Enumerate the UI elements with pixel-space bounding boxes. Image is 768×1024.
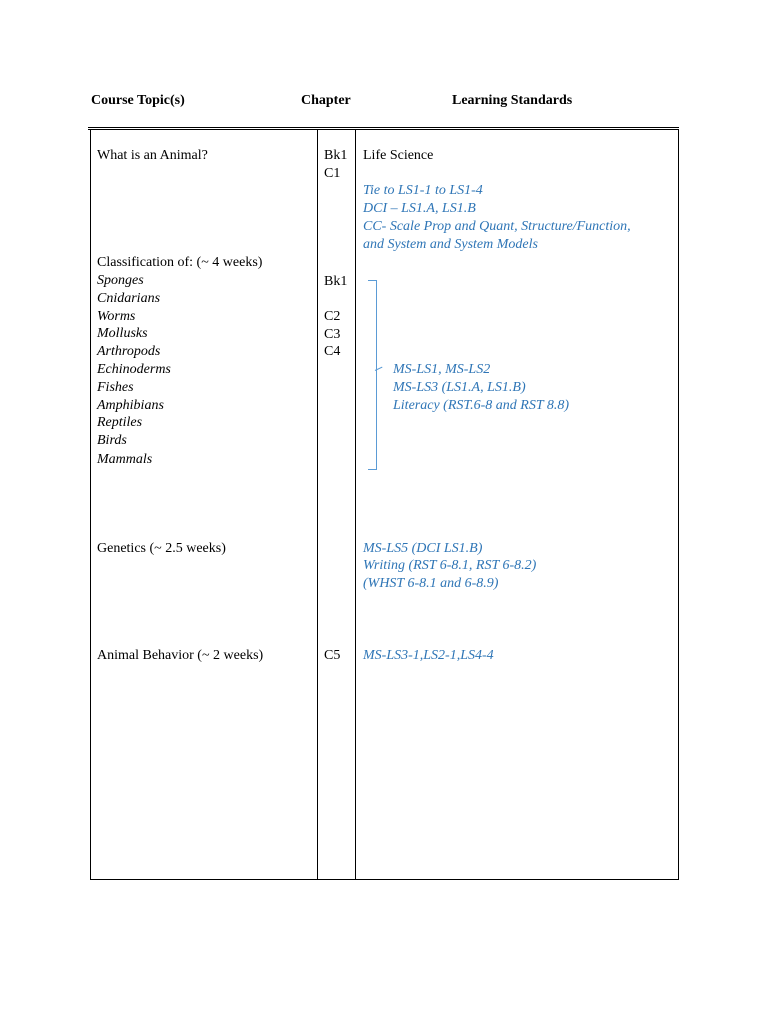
group-item: Amphibians [97, 398, 164, 413]
chapter-bk1-classification: Bk1 [324, 274, 348, 289]
chapter-c1: C1 [324, 166, 341, 181]
header-course-topics: Course Topic(s) [91, 93, 185, 108]
chapter-bk1: Bk1 [324, 148, 348, 163]
header-chapter: Chapter [301, 93, 351, 108]
standard-line: Literacy (RST.6-8 and RST 8.8) [393, 398, 570, 413]
group-item: Cnidarians [97, 291, 161, 306]
standard-line: MS-LS1, MS-LS2 [393, 362, 491, 377]
standard-line: and System and System Models [363, 237, 538, 252]
group-item: Reptiles [97, 415, 143, 430]
chapter-c4: C4 [324, 344, 341, 359]
topic-what-is-animal: What is an Animal? [97, 148, 208, 163]
group-item: Mammals [97, 452, 153, 467]
table-top-rule-inner [88, 129, 679, 130]
bracket-icon [368, 280, 377, 470]
standard-line: (WHST 6-8.1 and 6-8.9) [363, 576, 499, 591]
standard-line: CC- Scale Prop and Quant, Structure/Function, [363, 219, 631, 234]
topic-animal-behavior: Animal Behavior (~ 2 weeks) [97, 648, 264, 663]
standard-line: Tie to LS1-1 to LS1-4 [363, 183, 483, 198]
header-learning-standards: Learning Standards [452, 93, 573, 108]
group-item: Birds [97, 433, 127, 448]
table-top-rule [88, 127, 679, 128]
table-right-border [678, 130, 679, 880]
chapter-c2: C2 [324, 309, 341, 324]
standard-line: DCI – LS1.A, LS1.B [363, 201, 476, 216]
group-item: Worms [97, 309, 136, 324]
table-divider-2 [355, 130, 356, 880]
group-item: Sponges [97, 273, 144, 288]
chapter-c5: C5 [324, 648, 341, 663]
group-item: Echinoderms [97, 362, 171, 377]
standard-line: MS-LS3-1,LS2-1,LS4-4 [363, 648, 494, 663]
group-item: Arthropods [97, 344, 161, 359]
table-bottom-border [90, 879, 679, 880]
standard-line: MS-LS5 (DCI LS1.B) [363, 541, 483, 556]
table-divider-1 [317, 130, 318, 880]
group-item: Fishes [97, 380, 134, 395]
standards-life-science: Life Science [363, 148, 434, 163]
chapter-c3: C3 [324, 327, 341, 342]
standard-line: MS-LS3 (LS1.A, LS1.B) [393, 380, 526, 395]
table-left-border [90, 130, 91, 880]
topic-classification: Classification of: (~ 4 weeks) [97, 255, 263, 270]
group-item: Mollusks [97, 326, 148, 341]
topic-genetics: Genetics (~ 2.5 weeks) [97, 541, 226, 556]
standard-line: Writing (RST 6-8.1, RST 6-8.2) [363, 558, 537, 573]
